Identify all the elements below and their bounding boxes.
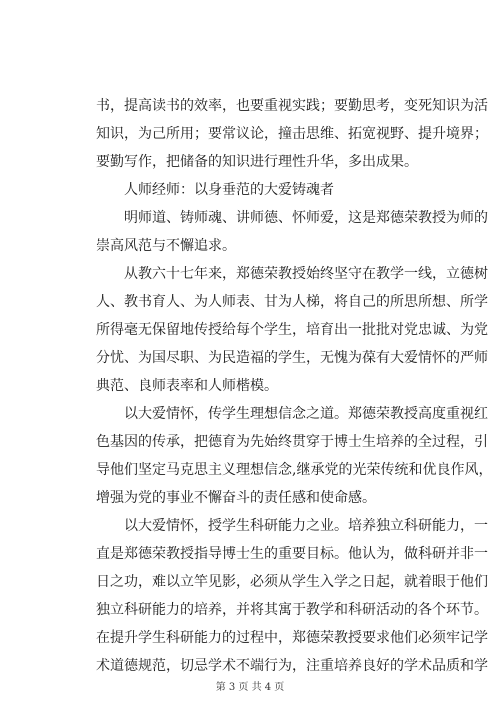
document-body (96, 92, 493, 680)
text-line: 独立科研能力的培养，并将其寓于教学和科研活动的各个环节。 (96, 602, 488, 618)
text-line: 要勤写作，把储备的知识进行理性升华，多出成果。 (96, 154, 418, 170)
text-line: 明师道、铸师魂、讲师德、怀师爱，这是郑德荣教授为师的 (124, 210, 488, 226)
text-line: 日之功，难以立竿见影，必须从学生入学之日起，就着眼于他们 (96, 574, 488, 590)
text-line: 以大爱情怀，授学生科研能力之业。培养独立科研能力，一 (124, 518, 488, 534)
text-line: 导他们坚定马克思主义理想信念,继承党的光荣传统和优良作风， (96, 462, 493, 478)
paragraph (96, 92, 488, 176)
text-line: 人、教书育人、为人师表、甘为人梯，将自己的所思所想、所学 (96, 294, 488, 310)
text-line: 术道德规范，切忌学术不端行为，注重培养良好的学术品质和学 (96, 658, 488, 674)
text-line: 增强为党的事业不懈奋斗的责任感和使命感。 (96, 490, 376, 506)
page-footer (0, 678, 500, 693)
page-number: 第 3 页 共 4 页 (215, 682, 285, 693)
text-line: 书，提高读书的效率，也要重视实践；要勤思考，变死知识为活 (96, 98, 488, 114)
paragraph (96, 512, 488, 680)
text-line: 从教六十七年来，郑德荣教授始终坚守在教学一线，立德树 (124, 266, 488, 282)
paragraph (96, 204, 488, 260)
paragraph (96, 400, 493, 512)
text-line: 以大爱情怀，传学生理想信念之道。郑德荣教授高度重视红 (124, 406, 488, 422)
section-heading (96, 176, 406, 204)
text-line: 知识，为己所用；要常议论，撞击思维、拓宽视野、提升境界； (96, 126, 488, 142)
heading-text: 人师经师：以身垂范的大爱铸魂者 (124, 182, 334, 198)
text-line: 在提升学生科研能力的过程中，郑德荣教授要求他们必须牢记学 (96, 630, 488, 646)
text-line: 分忧、为国尽职、为民造福的学生，无愧为葆有大爱情怀的严师 (96, 350, 488, 366)
text-line: 色基因的传承，把德育为先始终贯穿于博士生培养的全过程，引 (96, 434, 488, 450)
text-line: 崇高风范与不懈追求。 (96, 238, 236, 254)
text-line: 所得毫无保留地传授给每个学生，培育出一批批对党忠诚、为党 (96, 322, 488, 338)
text-line: 直是郑德荣教授指导博士生的重要目标。他认为，做科研并非一 (96, 546, 488, 562)
paragraph (96, 260, 488, 400)
text-line: 典范、良师表率和人师楷模。 (96, 378, 278, 394)
